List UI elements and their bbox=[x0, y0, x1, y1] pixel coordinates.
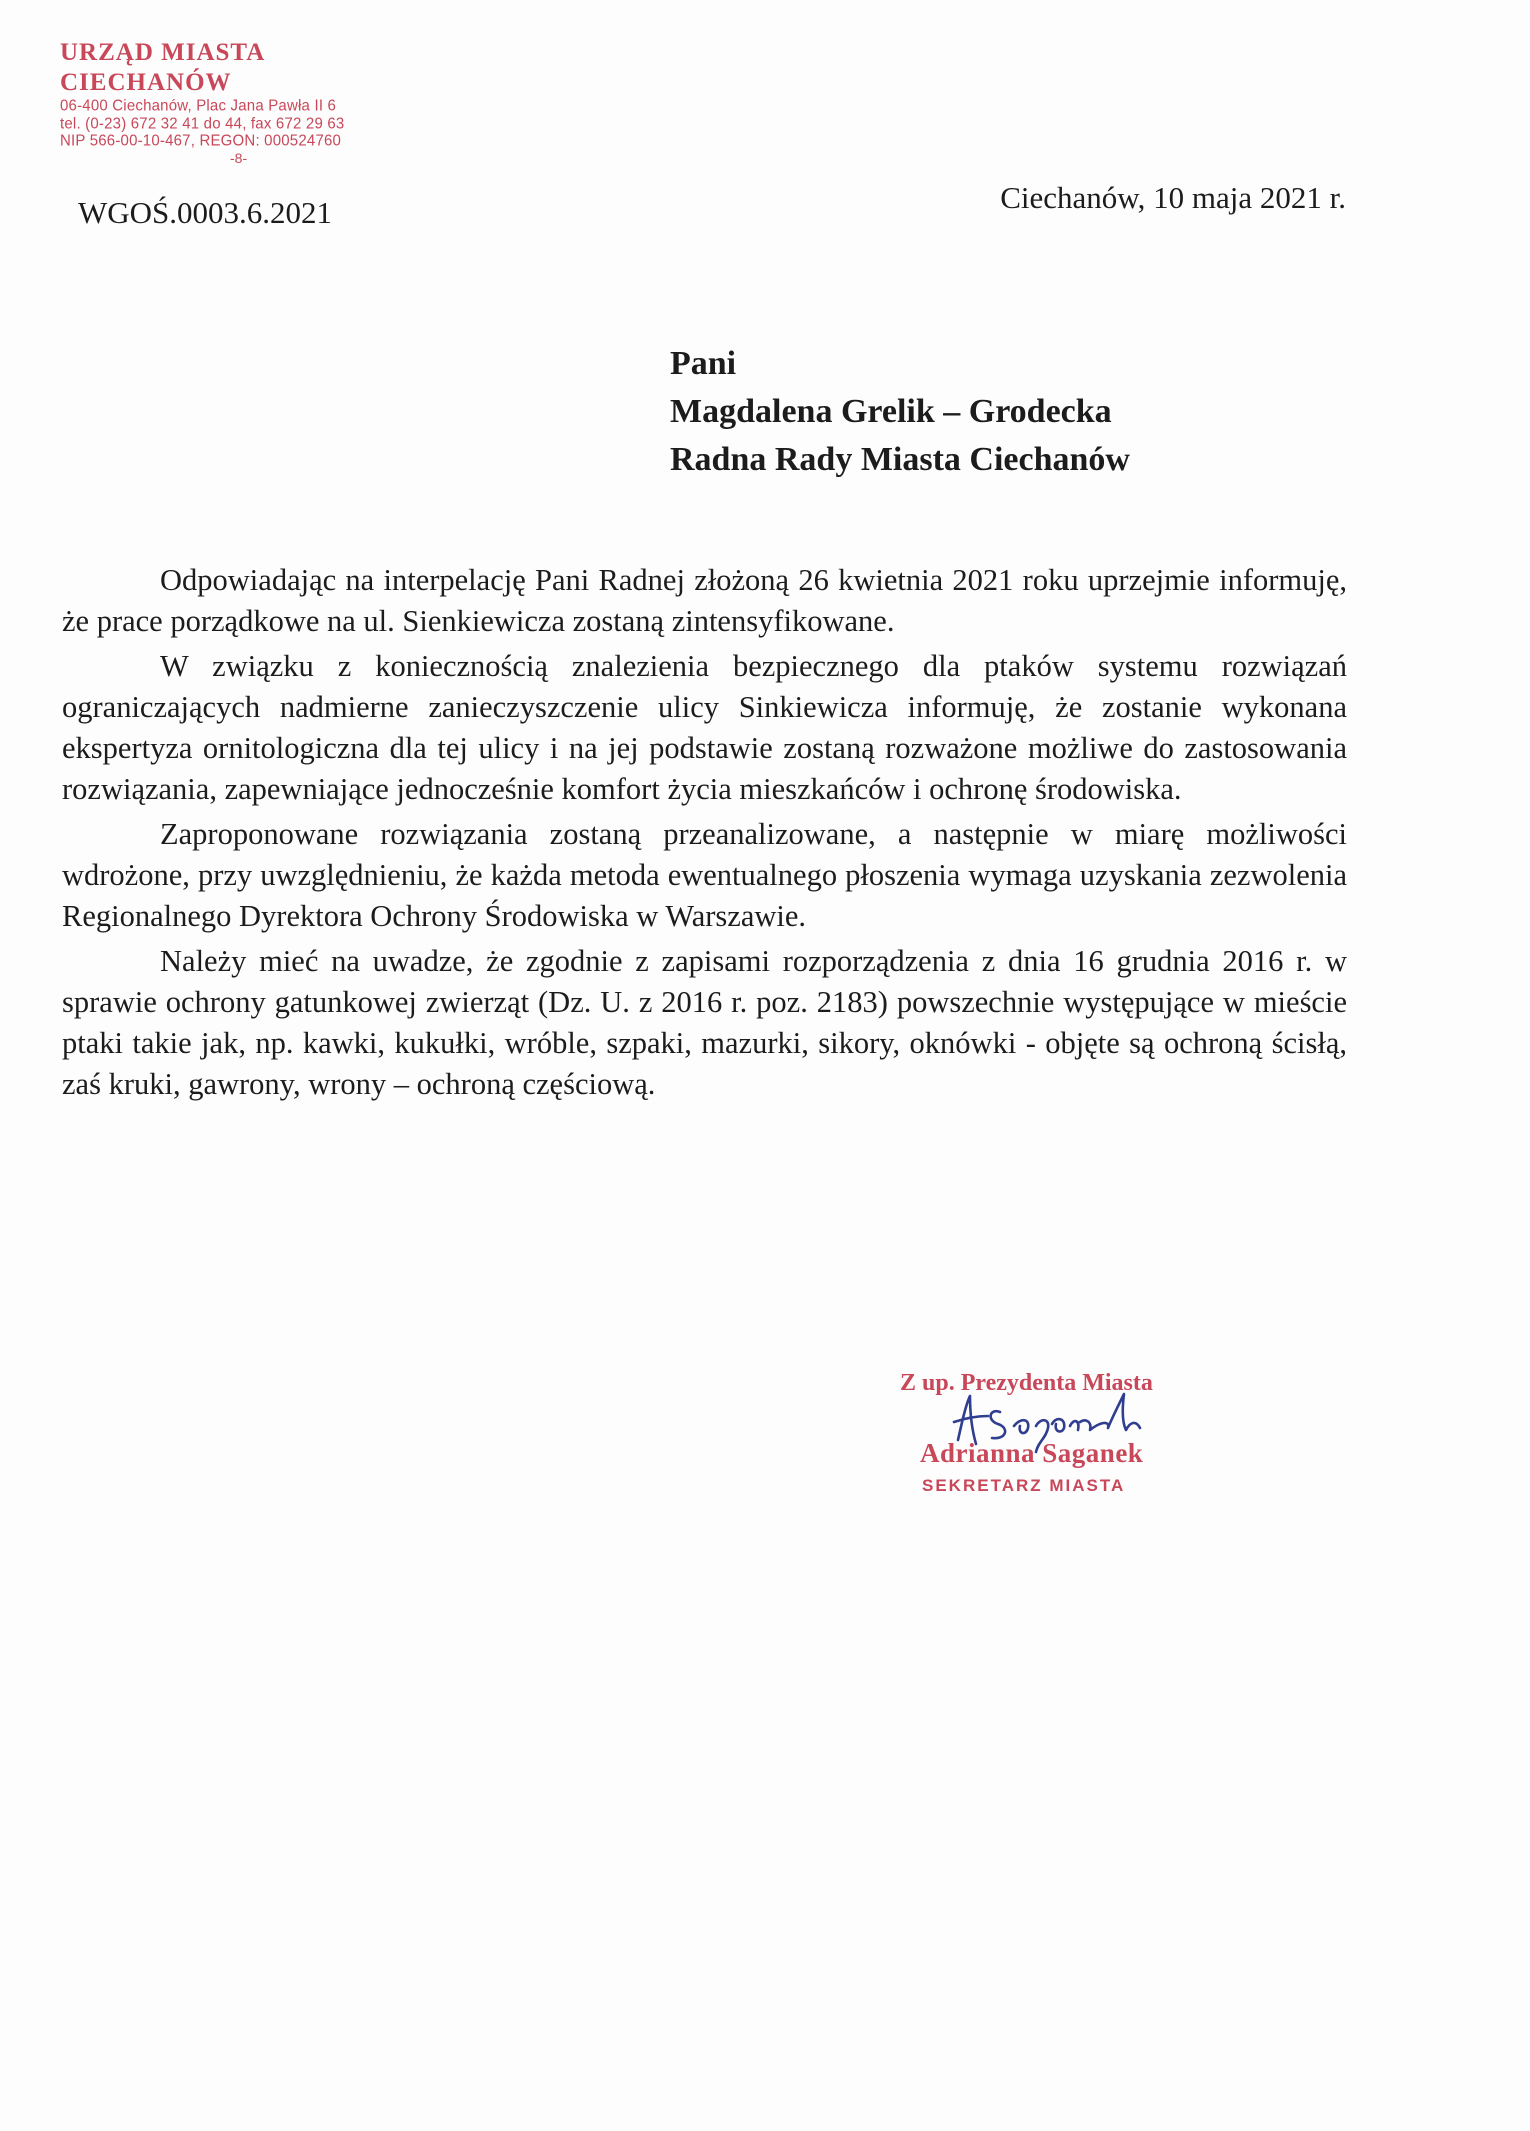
addressee-block bbox=[670, 340, 1130, 484]
letter-body bbox=[62, 560, 1347, 1109]
letterhead-stamp bbox=[60, 38, 430, 167]
body-paragraph: Odpowiadając na interpelację Pani Radnej złożoną 26 kwietnia 2021 roku uprzejmie informuję, że prace porządkowe na ul. Sienkiewicza zostaną zintensyfikowane. bbox=[62, 563, 1347, 638]
letterhead-extra: -8- bbox=[230, 150, 248, 167]
addressee-name: Magdalena Grelik – Grodecka bbox=[670, 393, 1112, 430]
signature-block bbox=[890, 1370, 1230, 1530]
letterhead-phone: tel. (0-23) 672 32 41 do 44, fax 672 29 63 bbox=[60, 114, 345, 133]
letterhead-ids: NIP 566-00-10-467, REGON: 000524760 bbox=[60, 132, 342, 151]
letterhead-address: 06-400 Ciechanów, Plac Jana Pawła II 6 bbox=[60, 97, 337, 115]
body-paragraph: Zaproponowane rozwiązania zostaną przeanalizowane, a następnie w miarę możliwości wdrożone, przy uwzględnieniu, że każda metoda ewentualnego płoszenia wymaga uzyskania zezwolenia Regionalnego Dyrektora Ochrony Środowiska w Warszawie. bbox=[62, 817, 1347, 933]
body-paragraph: Należy mieć na uwadze, że zgodnie z zapisami rozporządzenia z dnia 16 grudnia 2016 r. w sprawie ochrony gatunkowej zwierząt (Dz. U. z 2016 r. poz. 2183) powszechnie występujące w mieście ptaki takie jak, np. kawki, kukułki, wróble, szpaki, mazurki, sikory, oknówki - objęte są ochroną ścisłą, zaś kruki, gawrony, wrony – ochroną częściową. bbox=[62, 944, 1347, 1101]
letterhead-title: URZĄD MIASTA CIECHANÓW bbox=[60, 39, 264, 96]
letter-date: Ciechanów, 10 maja 2021 r. bbox=[1000, 180, 1346, 215]
signature-name: Adrianna Saganek bbox=[920, 1438, 1144, 1468]
signature-on-behalf: Z up. Prezydenta Miasta bbox=[900, 1370, 1153, 1396]
reference-number: WGOŚ.0003.6.2021 bbox=[78, 195, 333, 230]
signature-role: SEKRETARZ MIASTA bbox=[922, 1476, 1126, 1495]
addressee-salutation: Pani bbox=[670, 345, 737, 382]
body-paragraph: W związku z koniecznością znalezienia bezpiecznego dla ptaków systemu rozwiązań ograniczających nadmierne zanieczyszczenie ulicy Sinkiewicza informuję, że zostanie wykonana ekspertyza ornitologiczna dla tej ulicy i na jej podstawie zostaną rozważone możliwe do zastosowania rozwiązania, zapewniające jednocześnie komfort życia mieszkańców i ochronę środowiska. bbox=[62, 649, 1347, 806]
addressee-title: Radna Rady Miasta Ciechanów bbox=[670, 441, 1130, 478]
